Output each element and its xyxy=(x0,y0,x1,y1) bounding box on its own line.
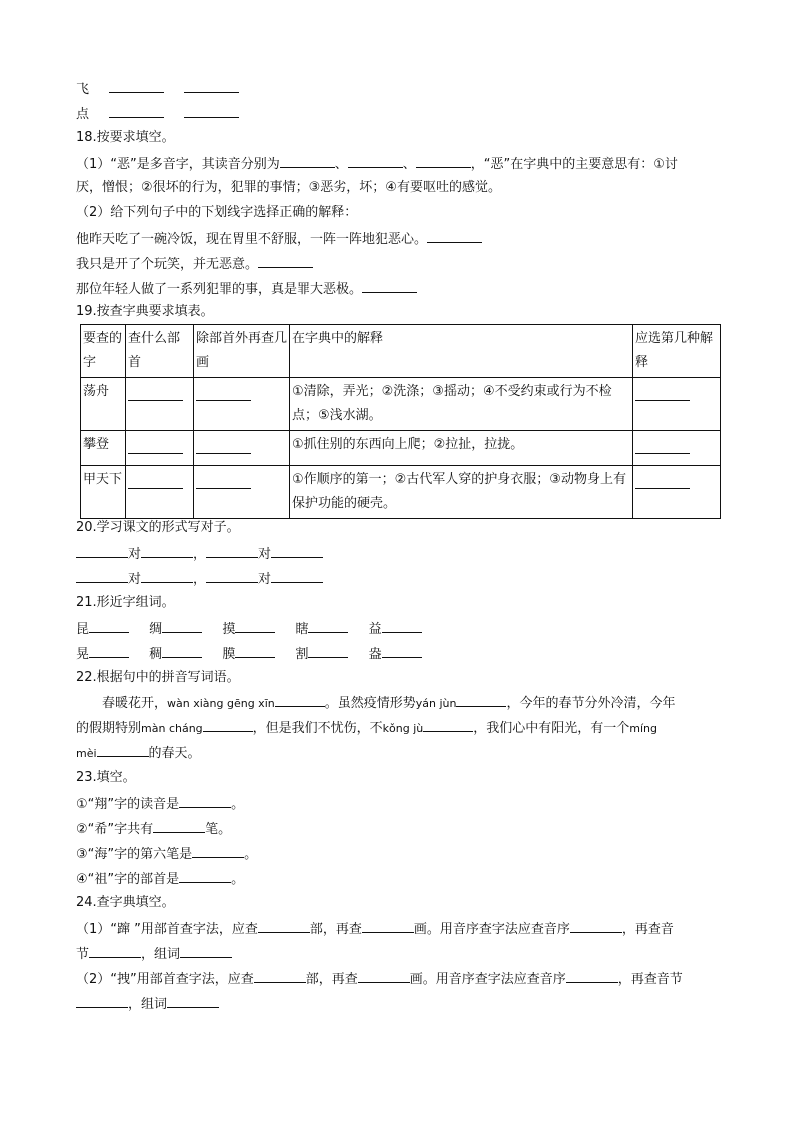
q23-text: 。 xyxy=(231,872,245,887)
q22-text: ，今年的春节分外冷清，今年 xyxy=(506,696,676,711)
strokes-cell xyxy=(194,466,290,519)
answer-blank[interactable] xyxy=(271,568,323,583)
answer-blank[interactable] xyxy=(76,543,128,558)
q24-title: 24.查字典填空。 xyxy=(76,895,175,910)
q24-text: （1）“蹿 ”用部首查字法，应查 xyxy=(76,922,258,937)
q24-text: （2）“拽”用部首查字法，应查 xyxy=(76,972,254,987)
q24-text: 节 xyxy=(76,947,90,962)
char: 摸 xyxy=(222,622,236,637)
answer-blank[interactable] xyxy=(162,643,202,658)
q24-part1-line2 xyxy=(76,943,232,965)
header-cell: 在字典中的解释 xyxy=(290,325,633,378)
q21-title: 21.形近字组词。 xyxy=(76,595,175,610)
similar-chars-row-2 xyxy=(76,643,422,665)
answer-blank[interactable] xyxy=(128,439,183,454)
q22-title: 22.根据句中的拼音写词语。 xyxy=(76,670,240,685)
table-row xyxy=(81,466,721,519)
answer-blank[interactable] xyxy=(382,643,422,658)
answer-blank[interactable] xyxy=(141,568,193,583)
choice-cell xyxy=(633,466,721,519)
answer-blank[interactable] xyxy=(570,918,622,933)
couplet-line-2 xyxy=(76,568,323,590)
choice-cell xyxy=(633,431,721,466)
pinyin: kǒng jù xyxy=(382,722,424,735)
couplet-line-1 xyxy=(76,543,323,565)
answer-blank[interactable] xyxy=(308,643,348,658)
dian-char: 点 xyxy=(76,107,90,122)
header-cell: 除部首外再查几画 xyxy=(194,325,290,378)
dui-text: 对 xyxy=(128,572,142,587)
answer-blank[interactable] xyxy=(348,153,403,168)
q24-text: ，组词 xyxy=(128,997,168,1012)
word-cell: 荡舟 xyxy=(81,378,126,431)
similar-chars-row-1 xyxy=(76,618,422,640)
choice-cell xyxy=(633,378,721,431)
q22-text: ，我们心中有阳光，有一个 xyxy=(473,721,630,736)
answer-blank[interactable] xyxy=(89,618,129,633)
q22-text: 春暖花开， xyxy=(102,696,168,711)
answer-blank[interactable] xyxy=(192,843,244,858)
q24-part2-line1 xyxy=(76,968,683,990)
answer-blank[interactable] xyxy=(275,692,325,707)
dictionary-table xyxy=(80,324,721,519)
dian-line xyxy=(76,103,239,125)
dui-text: 对 xyxy=(128,547,142,562)
answer-blank[interactable] xyxy=(206,543,258,558)
q18-sentence-2 xyxy=(76,253,313,275)
answer-blank[interactable] xyxy=(167,993,219,1008)
q24-part2-line2 xyxy=(76,993,219,1015)
char: 稠 xyxy=(149,647,163,662)
answer-blank[interactable] xyxy=(423,717,473,732)
pinyin: mèi xyxy=(76,747,97,760)
q22-text: 的假期特别 xyxy=(76,721,142,736)
pinyin: wàn xiàng gēng xīn xyxy=(167,697,275,710)
answer-blank[interactable] xyxy=(162,618,202,633)
q23-item-2 xyxy=(76,818,231,840)
answer-blank[interactable] xyxy=(128,474,183,489)
answer-blank[interactable] xyxy=(258,918,310,933)
dui-text: 对 xyxy=(258,547,272,562)
fei-char: 飞 xyxy=(76,82,90,97)
q23-text: 笔。 xyxy=(205,822,232,837)
q18-part1-line2: 厌，憎恨；②很坏的行为，犯罪的事情；③恶劣，坏；④有要呕吐的感觉。 xyxy=(76,180,501,195)
answer-blank[interactable] xyxy=(635,439,690,454)
answer-blank[interactable] xyxy=(358,968,410,983)
q23-text: 。 xyxy=(244,847,258,862)
q24-text: 画。用音序查字法应查音序 xyxy=(409,972,566,987)
dui-text: 对 xyxy=(258,572,272,587)
radical-cell xyxy=(126,431,194,466)
comma-text: ， xyxy=(193,572,207,587)
answer-blank[interactable] xyxy=(128,386,183,401)
table-header-row xyxy=(81,325,721,378)
answer-blank[interactable] xyxy=(254,968,306,983)
q18-sentence-3 xyxy=(76,278,417,300)
char: 绸 xyxy=(149,622,163,637)
char: 割 xyxy=(295,647,309,662)
fei-line xyxy=(76,78,239,100)
table-row xyxy=(81,378,721,431)
answer-blank[interactable] xyxy=(416,153,471,168)
answer-blank[interactable] xyxy=(382,618,422,633)
strokes-cell xyxy=(194,378,290,431)
header-cell: 要查的字 xyxy=(81,325,126,378)
answer-blank[interactable] xyxy=(427,228,482,243)
answer-blank[interactable] xyxy=(141,543,193,558)
char: 晃 xyxy=(76,647,90,662)
q18-text: ，“恶”在字典中的主要意思有：①讨 xyxy=(470,157,678,172)
char: 盎 xyxy=(368,647,382,662)
q18-part2: （2）给下列句子中的下划线字选择正确的解释： xyxy=(76,205,358,220)
answer-blank[interactable] xyxy=(180,943,232,958)
q23-text: 。 xyxy=(231,797,245,812)
answer-blank[interactable] xyxy=(308,618,348,633)
answer-blank[interactable] xyxy=(362,918,414,933)
q18-sep: 、 xyxy=(334,157,348,172)
q23-item-4 xyxy=(76,868,244,890)
answer-blank[interactable] xyxy=(235,618,275,633)
sentence-text: 我只是开了个玩笑，并无恶意。 xyxy=(76,257,259,272)
q18-title: 18.按要求填空。 xyxy=(76,130,175,145)
answer-blank[interactable] xyxy=(203,717,253,732)
q20-title: 20.学习课文的形式写对子。 xyxy=(76,520,240,535)
q22-text: 的春天。 xyxy=(148,746,201,761)
q24-text: 画。用音序查字法应查音序 xyxy=(413,922,570,937)
answer-blank[interactable] xyxy=(566,968,618,983)
q18-sentence-1 xyxy=(76,228,482,250)
q24-text: ，再查音节 xyxy=(617,972,683,987)
answer-blank[interactable] xyxy=(271,543,323,558)
char: 瞎 xyxy=(295,622,309,637)
q24-text: ，再查音 xyxy=(621,922,674,937)
answer-blank[interactable] xyxy=(196,474,251,489)
q23-item-3 xyxy=(76,843,257,865)
word-cell: 甲天下 xyxy=(81,466,126,519)
char: 膜 xyxy=(222,647,236,662)
q23-text: ③“海”字的第六笔是 xyxy=(76,847,193,862)
radical-cell xyxy=(126,378,194,431)
meaning-cell: ①清除，弄光；②洗涤；③摇动；④不受约束或行为不检点；⑤浅水湖。 xyxy=(290,378,633,431)
q22-text: ，但是我们不忧伤，不 xyxy=(252,721,383,736)
q24-text: 部，再查 xyxy=(305,972,358,987)
answer-blank[interactable] xyxy=(76,993,128,1008)
q23-title: 23.填空。 xyxy=(76,770,136,785)
answer-blank[interactable] xyxy=(89,943,141,958)
answer-blank[interactable] xyxy=(109,103,164,118)
pinyin: yán jùn xyxy=(415,697,457,710)
answer-blank[interactable] xyxy=(179,793,231,808)
answer-blank[interactable] xyxy=(97,742,149,757)
word-cell: 攀登 xyxy=(81,431,126,466)
answer-blank[interactable] xyxy=(456,692,506,707)
answer-blank[interactable] xyxy=(235,643,275,658)
q23-text: ②“希”字共有 xyxy=(76,822,154,837)
strokes-cell xyxy=(194,431,290,466)
answer-blank[interactable] xyxy=(258,253,313,268)
q24-text: ，组词 xyxy=(141,947,181,962)
q24-text: 部，再查 xyxy=(309,922,362,937)
answer-blank[interactable] xyxy=(153,818,205,833)
answer-blank[interactable] xyxy=(206,568,258,583)
answer-blank[interactable] xyxy=(179,868,231,883)
answer-blank[interactable] xyxy=(635,474,690,489)
q22-line-3 xyxy=(76,742,201,764)
answer-blank[interactable] xyxy=(184,78,239,93)
answer-blank[interactable] xyxy=(280,153,335,168)
pinyin: màn cháng xyxy=(141,722,203,735)
sentence-text: 那位年轻人做了一系列犯罪的事，真是罪大恶极。 xyxy=(76,282,363,297)
q22-line-1 xyxy=(102,692,675,714)
q22-line-2 xyxy=(76,717,657,739)
answer-blank[interactable] xyxy=(196,439,251,454)
comma-text: ， xyxy=(193,547,207,562)
pinyin: míng xyxy=(629,722,658,735)
q23-item-1 xyxy=(76,793,244,815)
table-row xyxy=(81,431,721,466)
answer-blank[interactable] xyxy=(196,386,251,401)
answer-blank[interactable] xyxy=(635,386,690,401)
char: 昆 xyxy=(76,622,90,637)
q18-text: （1）“恶”是多音字，其读音分别为 xyxy=(76,157,280,172)
answer-blank[interactable] xyxy=(184,103,239,118)
q22-text: 。虽然疫情形势 xyxy=(324,696,416,711)
char: 益 xyxy=(368,622,382,637)
sentence-text: 他昨天吃了一碗冷饭，现在胃里不舒服，一阵一阵地犯恶心。 xyxy=(76,232,428,247)
q19-title: 19.按查字典要求填表。 xyxy=(76,304,214,319)
header-cell: 应选第几种解释 xyxy=(633,325,721,378)
meaning-cell: ①作顺序的第一；②古代军人穿的护身衣服；③动物身上有保护功能的硬壳。 xyxy=(290,466,633,519)
answer-blank[interactable] xyxy=(76,568,128,583)
q18-part1-line1 xyxy=(76,153,678,175)
q24-part1-line1 xyxy=(76,918,674,940)
q23-text: ④“祖”字的部首是 xyxy=(76,872,180,887)
q23-text: ①“翔”字的读音是 xyxy=(76,797,180,812)
radical-cell xyxy=(126,466,194,519)
answer-blank[interactable] xyxy=(109,78,164,93)
answer-blank[interactable] xyxy=(362,278,417,293)
answer-blank[interactable] xyxy=(89,643,129,658)
q18-sep: 、 xyxy=(402,157,416,172)
header-cell: 查什么部首 xyxy=(126,325,194,378)
meaning-cell: ①抓住别的东西向上爬；②拉扯，拉拢。 xyxy=(290,431,633,466)
